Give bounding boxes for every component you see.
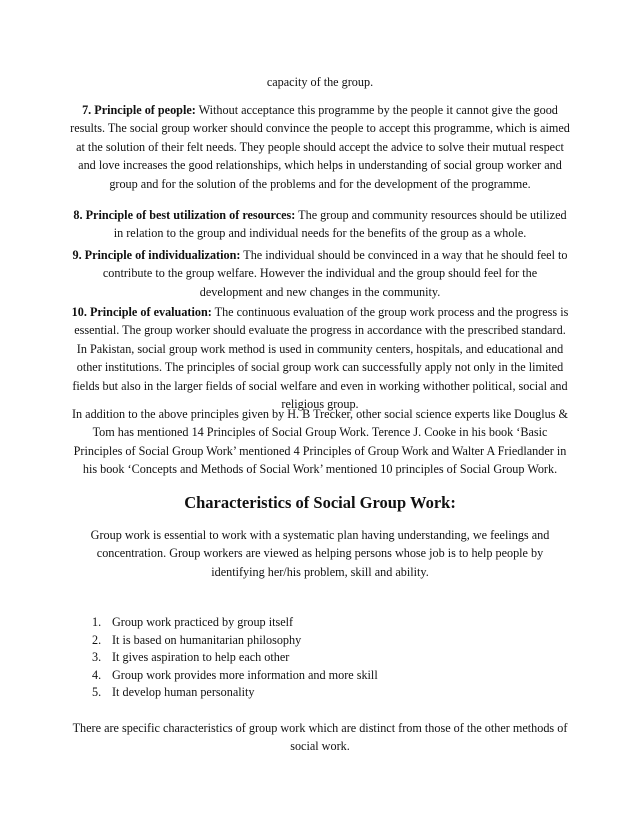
list-item-text: Group work provides more information and more skill (112, 667, 378, 682)
paragraph-principle-resources (70, 206, 570, 243)
paragraph-principle-individualization (70, 246, 570, 301)
list-item-text: Group work practiced by group itself (112, 615, 294, 629)
list-item (92, 667, 378, 685)
section-heading: Characteristics of Social Group Work: (184, 493, 456, 512)
paragraph-group-work-intro: Group work is essential to work with a systematic plan having understanding, we feelings and concentration. Group workers are viewed as helping persons whose job is to help people by identifying her/his problem, skill and ability. (90, 528, 550, 579)
list-item-number: 3. (92, 650, 102, 665)
list-item (92, 632, 378, 650)
paragraph-specific-characteristics: There are specific characteristics of group work which are distinct from those of the other methods of social work. (72, 721, 568, 754)
principle-individualization-text: The individual should be convinced in a way that he should feel to contribute to the group welfare. However the individual and the group should feel for the development and new changes in the community. (102, 248, 568, 299)
list-item-number: 4. (92, 667, 102, 682)
principle-people-text: Without acceptance this programme by the people it cannot give the good results. The social group worker should convince the people to accept this programme, which is aimed at the solution of their felt needs. They people should accept the advice to solve their mutual respect and love increases the good relationships, which helps in understanding of social group worker and group and for the solution of the problems and for the development of the programme. (70, 103, 570, 191)
principle-evaluation-text: The continuous evaluation of the group work process and the progress is essential. The group worker should evaluate the progress in accordance with the prescribed standard. In Pakistan, social group work method is used in community centers, hospitals, and educational and other institutions. The principles of social group work can successfully apply not only in the limited fields but also in the larger fields of social welfare and even in working withother political, social and religious group. (72, 305, 569, 412)
list-item-number: 2. (92, 632, 102, 647)
principle-evaluation-label: 10. Principle of evaluation: (71, 305, 212, 319)
principle-people-label: 7. Principle of people: (82, 103, 196, 117)
list-item (92, 684, 378, 702)
paragraph-additional-principles: In addition to the above principles given by H. B Trecker, other social science experts like Douglus & Tom has mentioned 14 Principles of Social Group Work. Terence J. Cooke in his book ‘Basic Principles of Social Group Work’ mentioned 4 Principles of Group Work and Walter A Friedlander in his book ‘Concepts and Methods of Social Work’ mentioned 10 principles of Social Group Work. (71, 407, 569, 477)
principle-resources-label: 8. Principle of best utilization of resources: (73, 208, 296, 222)
paragraph-principle-evaluation (70, 303, 570, 413)
list-item (92, 649, 378, 667)
list-item-text: It develop human personality (112, 685, 255, 700)
principle-individualization-label: 9. Principle of individualization: (72, 248, 241, 262)
list-item-number: 5. (92, 685, 102, 700)
paragraph-capacity: capacity of the group. (266, 75, 374, 89)
list-item-number: 1. (92, 615, 102, 629)
principle-resources-text: The group and community resources should be utilized in relation to the group and individual needs for the benefits of the group as a whole. (113, 208, 567, 241)
characteristics-list (92, 614, 378, 702)
paragraph-principle-people (70, 101, 570, 193)
list-item (92, 614, 378, 632)
list-item-text: It gives aspiration to help each other (112, 650, 290, 665)
list-item-text: It is based on humanitarian philosophy (112, 632, 302, 647)
